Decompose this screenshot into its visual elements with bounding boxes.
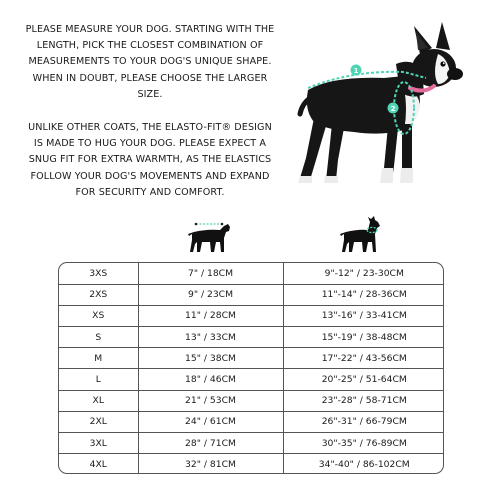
svg-text:1: 1: [353, 67, 359, 75]
size-cell: 2XL: [59, 411, 138, 432]
size-row: [59, 411, 444, 432]
size-cell: L: [59, 369, 138, 390]
length-cell: 11" / 28CM: [138, 305, 283, 326]
size-cell: 4XL: [59, 454, 138, 474]
size-cell: S: [59, 327, 138, 348]
size-row: [59, 454, 444, 474]
size-cell: 3XL: [59, 433, 138, 454]
size-row: [59, 390, 444, 411]
neck-cell: 20"-25" / 51-64CM: [283, 369, 444, 390]
dog-measurement-photo: [292, 18, 472, 196]
length-cell: 18" / 46CM: [138, 369, 283, 390]
neck-cell: 34"-40" / 86-102CM: [318, 459, 410, 471]
size-cell: XS: [59, 305, 138, 326]
measure-marker-2: [388, 103, 399, 114]
size-row: [59, 433, 444, 454]
neck-cell: 13"-16" / 33-41CM: [283, 305, 444, 326]
size-row: [59, 369, 444, 390]
length-cell: 9" / 23CM: [138, 284, 283, 305]
size-row: [59, 327, 444, 348]
measurement-instructions: [22, 22, 278, 201]
instructions-paragraph-1: PLEASE MEASURE YOUR DOG. STARTING WITH THE LENGTH, PICK THE CLOSEST COMBINATION OF MEASUREMENTS TO YOUR DOG'S UNIQUE SHAPE. WHEN IN DOUBT, PLEASE CHOOSE THE LARGER SIZE.: [25, 24, 275, 100]
length-cell: 28" / 71CM: [138, 433, 283, 454]
size-row: [59, 348, 444, 369]
size-row: [59, 263, 444, 284]
dog-length-icon: [186, 214, 234, 256]
size-cell: 3XS: [59, 263, 138, 284]
neck-cell: 11"-14" / 28-36CM: [283, 284, 444, 305]
length-cell: 15" / 38CM: [138, 348, 283, 369]
size-chart-table: [59, 263, 444, 474]
size-cell: M: [59, 348, 138, 369]
neck-cell: 17"-22" / 43-56CM: [283, 348, 444, 369]
size-row: [59, 284, 444, 305]
svg-text:2: 2: [390, 105, 396, 113]
length-cell: 24" / 61CM: [138, 411, 283, 432]
neck-cell: 23"-28" / 58-71CM: [283, 390, 444, 411]
neck-cell: 26"-31" / 66-79CM: [283, 411, 444, 432]
dog-neck-icon: [338, 214, 386, 256]
length-cell: 21" / 53CM: [138, 390, 283, 411]
neck-cell: 15"-19" / 38-48CM: [283, 327, 444, 348]
size-cell: 2XS: [59, 284, 138, 305]
neck-cell: 9"-12" / 23-30CM: [283, 263, 444, 284]
size-chart: [58, 262, 444, 474]
length-cell: 13" / 33CM: [138, 327, 283, 348]
size-cell: XL: [59, 390, 138, 411]
length-cell: 32" / 81CM: [138, 454, 283, 474]
length-cell: 7" / 18CM: [138, 263, 283, 284]
neck-cell: 30"-35" / 76-89CM: [283, 433, 444, 454]
measure-marker-1: [351, 65, 362, 76]
size-row: [59, 305, 444, 326]
instructions-paragraph-2: UNLIKE OTHER COATS, THE ELASTO-FIT® DESIGN IS MADE TO HUG YOUR DOG. PLEASE EXPECT A SNUG FIT FOR EXTRA WARMTH, AS THE ELASTICS FOLLOW YOUR DOG'S MOVEMENTS AND EXPAND FOR SECURITY AND COMFORT.: [28, 122, 272, 198]
